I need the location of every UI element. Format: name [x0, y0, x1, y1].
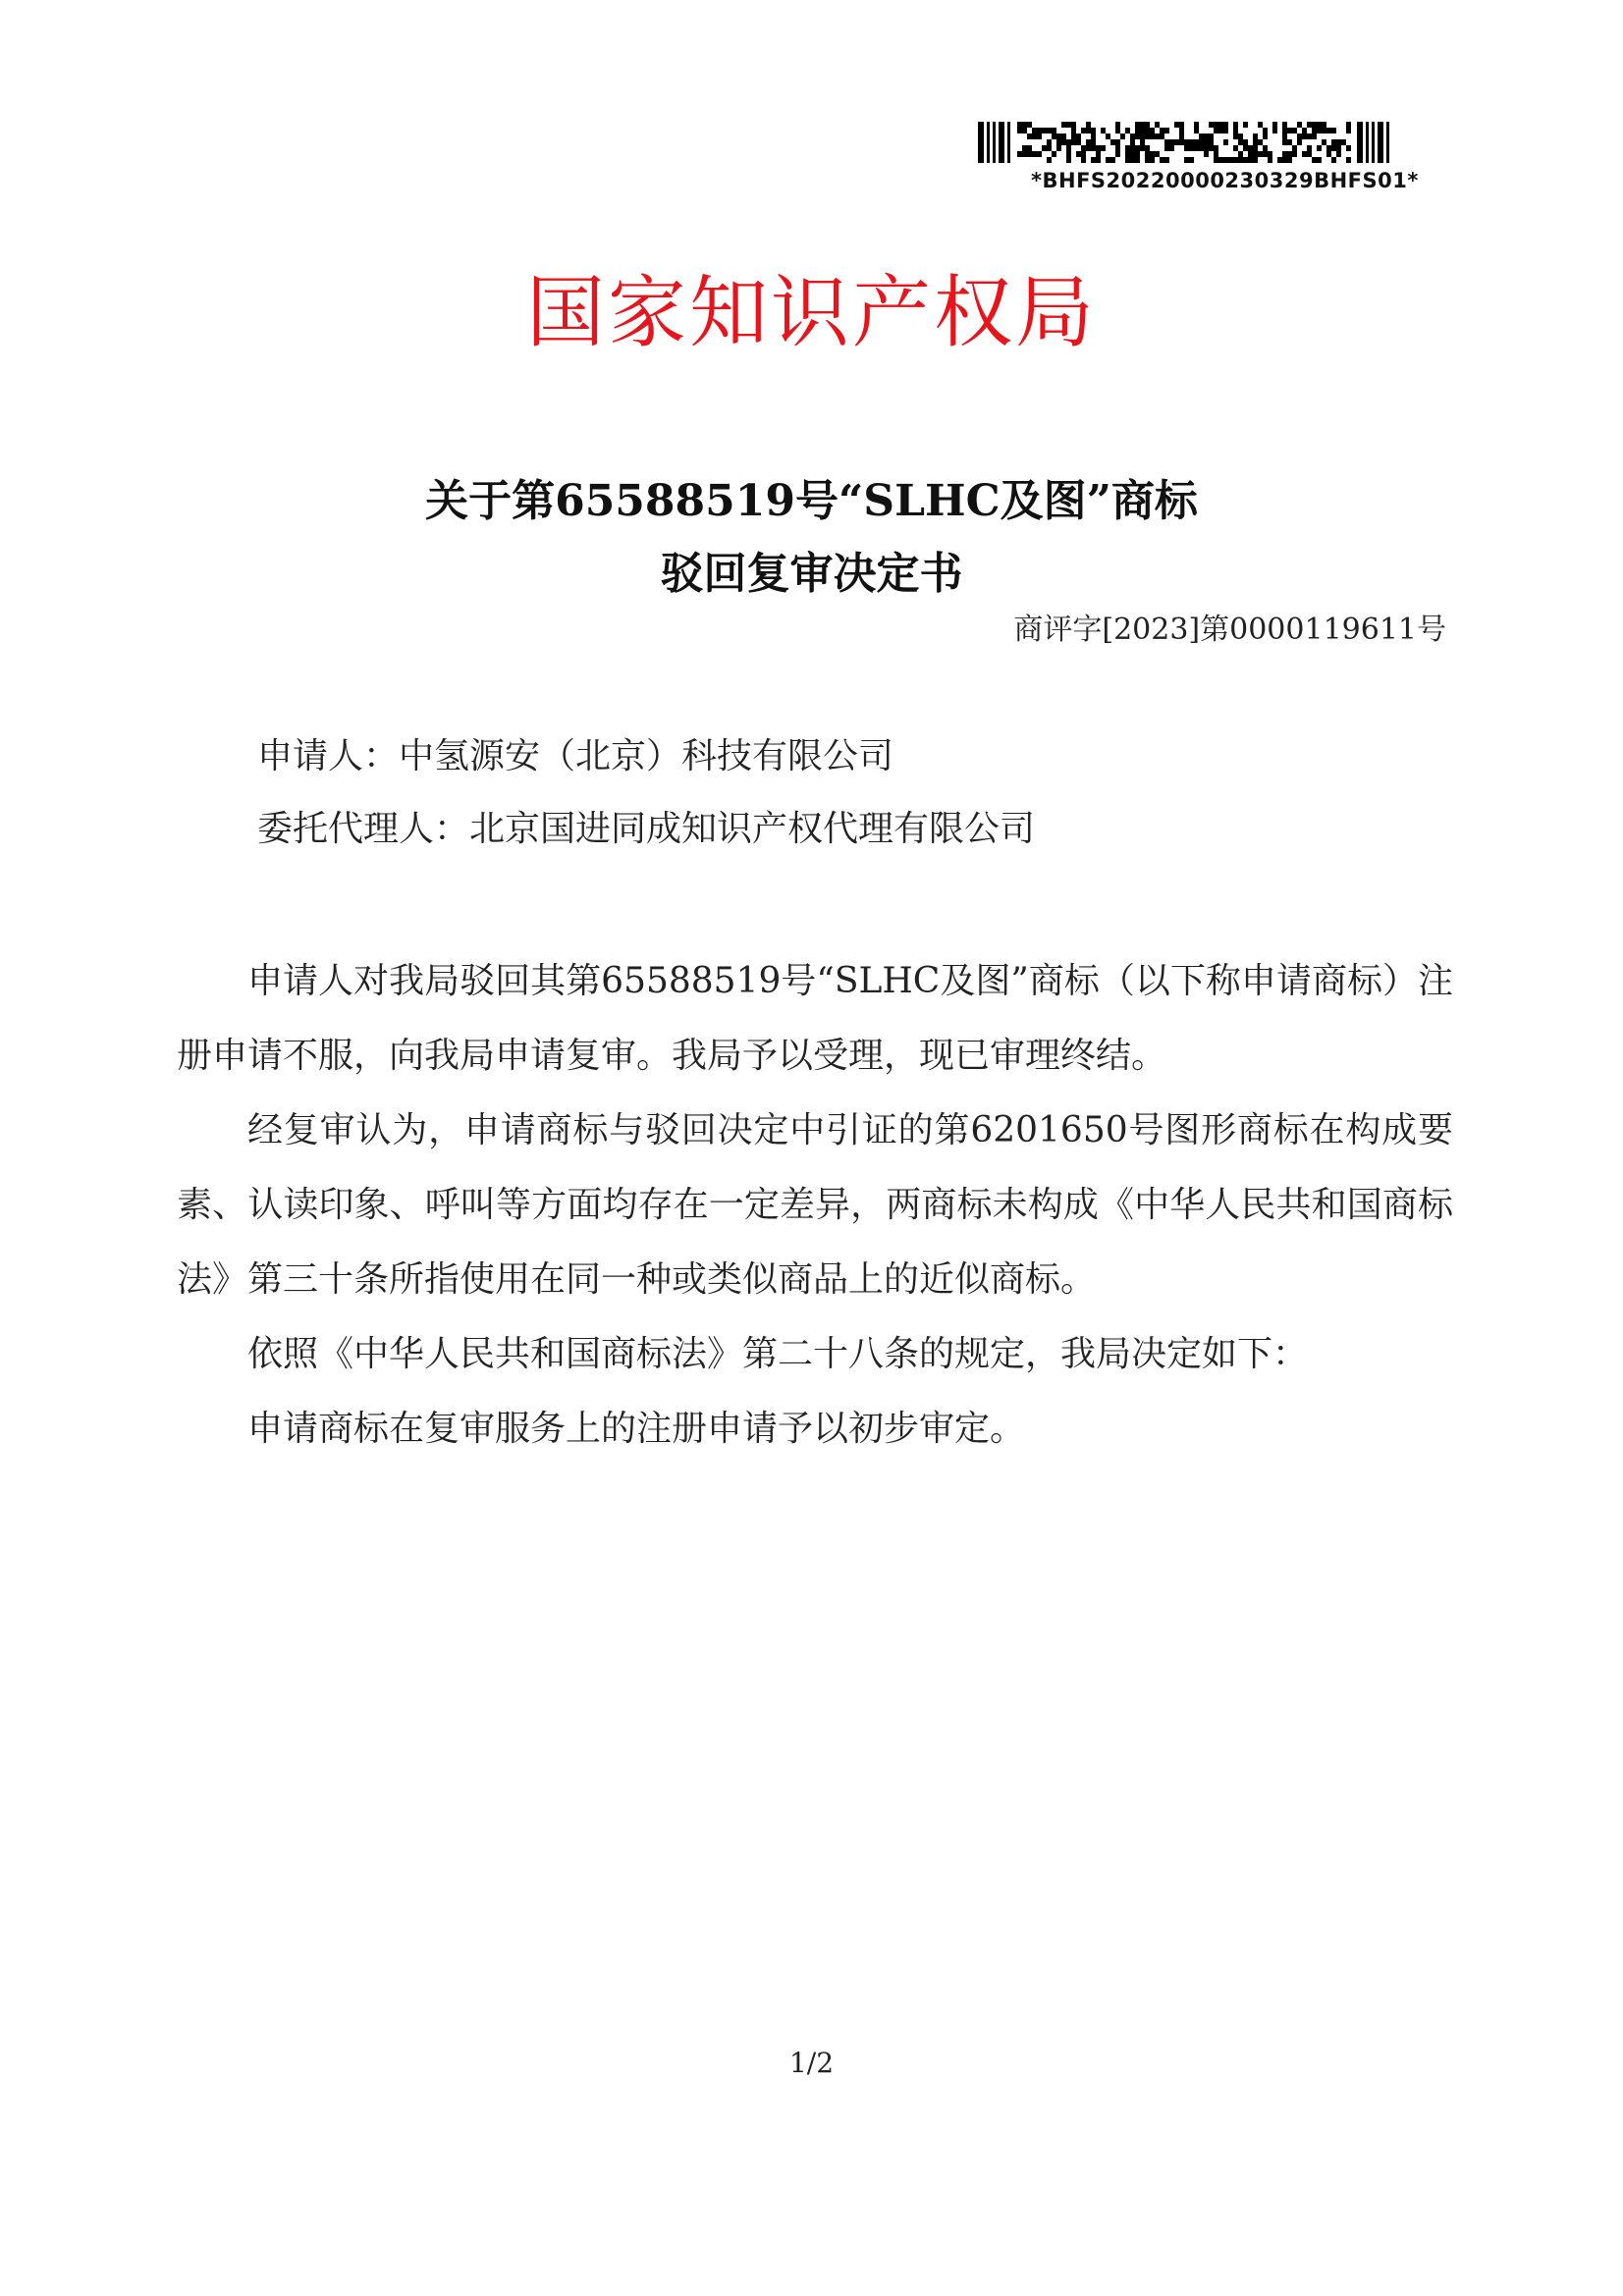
- page-number: 1/2: [788, 2047, 835, 2079]
- decision-body: [177, 944, 1453, 1467]
- barcode-image: [978, 122, 1390, 163]
- paragraph-decision: 申请商标在复审服务上的注册申请予以初步审定。: [247, 1409, 1026, 1449]
- document-title-line2: 驳回复审决定书: [660, 549, 963, 599]
- agent-field: 委托代理人：北京国进同成知识产权代理有限公司: [257, 809, 1036, 849]
- barcode-text: *BHFS20220000230329BHFS01*: [1031, 169, 1419, 192]
- document-title-line1: 关于第65588519号“SLHC及图”商标: [425, 476, 1198, 526]
- document-number: 商评字[2023]第0000119611号: [1013, 613, 1446, 647]
- paragraph-review-finding: 经复审认为，申请商标与驳回决定中引证的第6201650号图形商标在构成要素、认读印象、呼叫等方面均存在一定差异，两商标未构成《中华人民共和国商标法》第三十条所指使用在同一种或类似商品上的近似商标。: [177, 1110, 1453, 1300]
- office-name-header: 国家知识产权局: [526, 267, 1097, 358]
- paragraph-review-request: 申请人对我局驳回其第65588519号“SLHC及图”商标（以下称申请商标）注册申请不服，向我局申请复审。我局予以受理，现已审理终结。: [177, 961, 1453, 1076]
- applicant-field: 申请人：中氢源安（北京）科技有限公司: [257, 736, 894, 776]
- paragraph-legal-basis: 依照《中华人民共和国商标法》第二十八条的规定，我局决定如下：: [247, 1334, 1309, 1374]
